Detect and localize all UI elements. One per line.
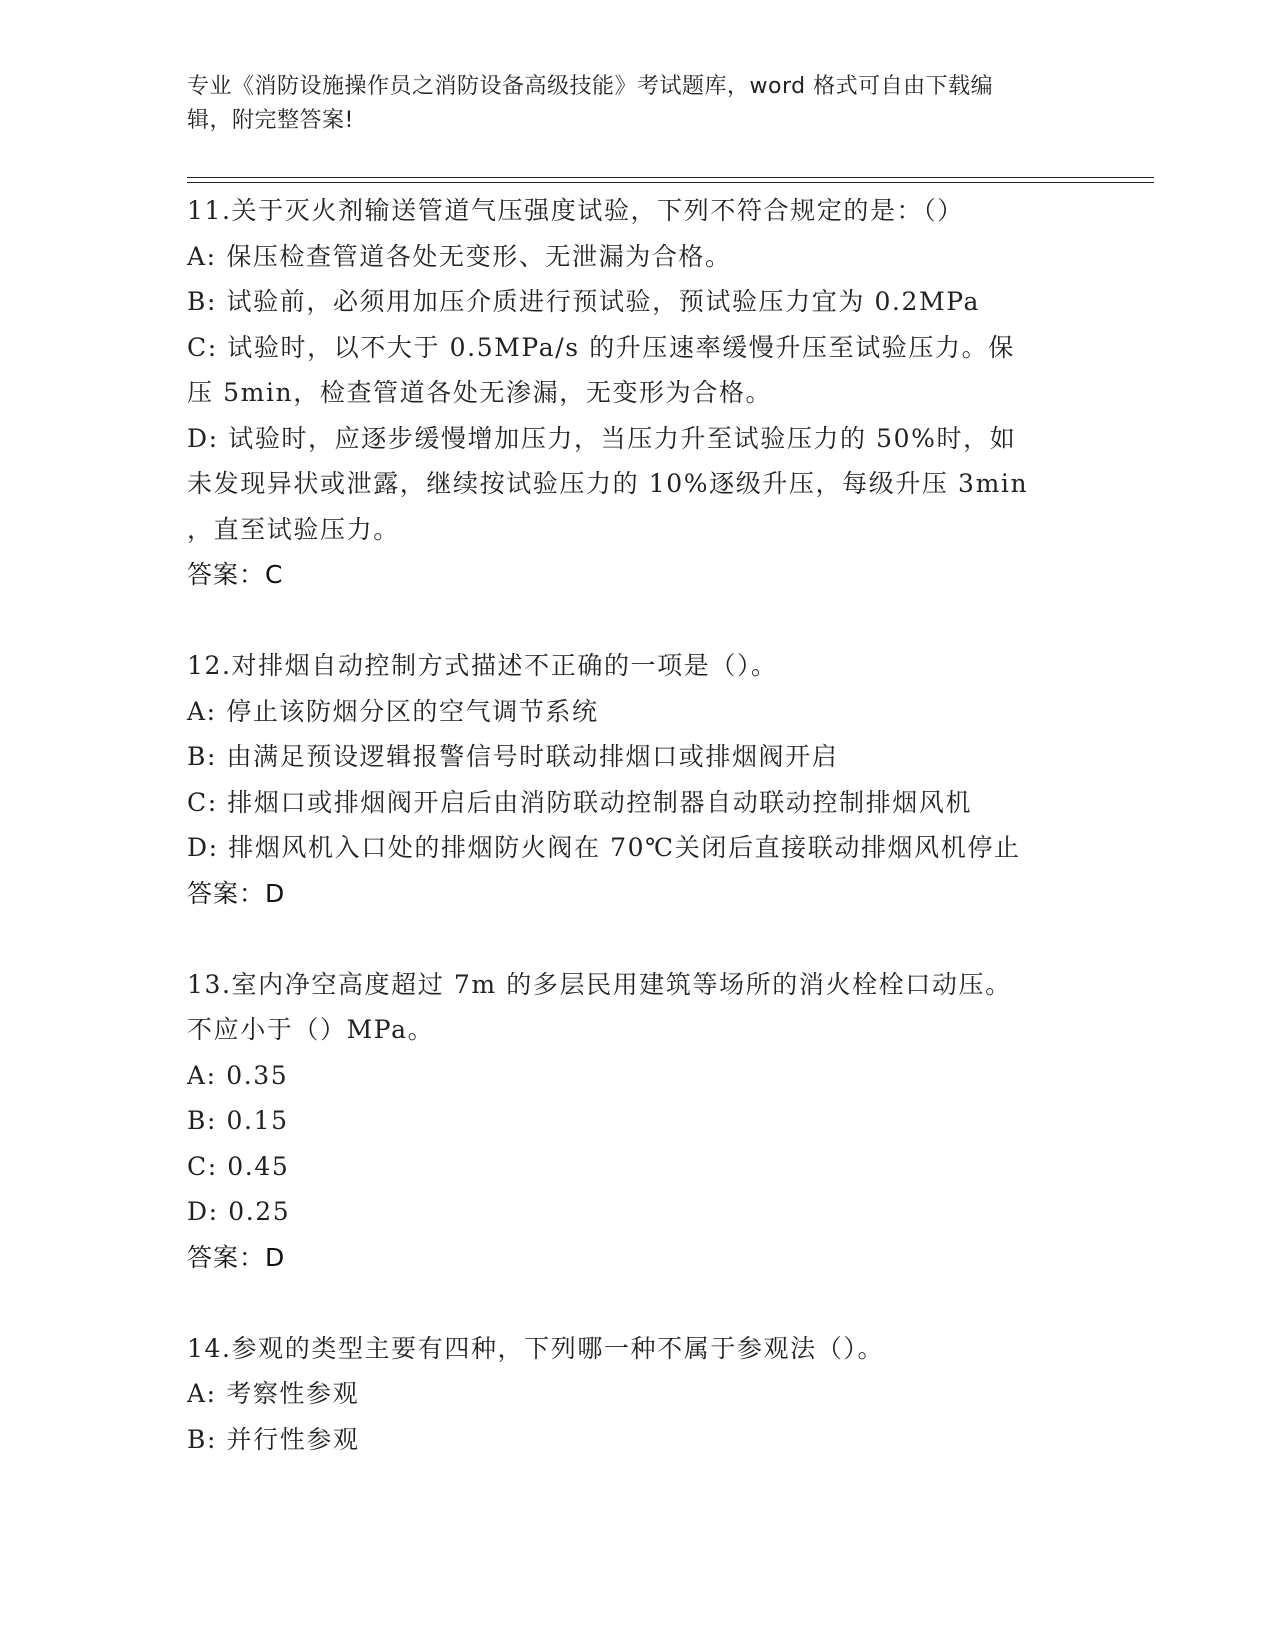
- question-13-option-d: D: 0.25: [187, 1197, 291, 1226]
- header-divider-bottom: [187, 182, 1154, 183]
- question-12-stem: 12.对排烟自动控制方式描述不正确的一项是（）。: [187, 651, 778, 680]
- question-11-option-d-cont: 未发现异状或泄露，继续按试验压力的 10%逐级升压，每级升压 3min: [187, 469, 1029, 498]
- question-13-answer: 答案：D: [187, 1242, 286, 1272]
- question-11-answer: 答案：C: [187, 560, 284, 589]
- question-14-stem: 14.参观的类型主要有四种，下列哪一种不属于参观法（）。: [187, 1333, 885, 1363]
- question-12-option-c: C: 排烟口或排烟阀开启后由消防联动控制器自动联动控制排烟风机: [187, 787, 973, 817]
- header-line-2: 辑，附完整答案!: [187, 108, 354, 133]
- header-divider-top: [187, 177, 1154, 178]
- question-12-option-d: D: 排烟风机入口处的排烟防火阀在 70℃关闭后直接联动排烟风机停止: [187, 833, 1021, 862]
- document-header: [187, 70, 1077, 138]
- question-11-option-c: C: 试验时，以不大于 0.5MPa/s 的升压速率缓慢升压至试验压力。保: [187, 332, 1015, 362]
- question-11-stem: 11.关于灭火剂输送管道气压强度试验，下列不符合规定的是：（）: [187, 196, 964, 225]
- question-spacer: [187, 916, 1087, 962]
- question-11-option-b: B: 试验前，必须用加压介质进行预试验，预试验压力宜为 0.2MPa: [187, 287, 981, 316]
- question-13-option-c: C: 0.45: [187, 1151, 290, 1181]
- question-13-option-a: A: 0.35: [187, 1060, 289, 1090]
- question-12: [187, 643, 1087, 916]
- question-14-option-a: A: 考察性参观: [187, 1379, 360, 1408]
- question-11-option-c-cont: 压 5min，检查管道各处无渗漏，无变形为合格。: [187, 378, 773, 407]
- question-11: [187, 188, 1087, 598]
- question-spacer: [187, 1280, 1087, 1326]
- question-12-option-b: B: 由满足预设逻辑报警信号时联动排烟口或排烟阀开启: [187, 742, 839, 771]
- question-list: [187, 188, 1087, 1462]
- question-13-stem: 13.室内净空高度超过 7m 的多层民用建筑等场所的消火栓栓口动压。: [187, 969, 1012, 999]
- question-11-option-a: A: 保压检查管道各处无变形、无泄漏为合格。: [187, 241, 732, 271]
- header-line-1: 专业《消防设施操作员之消防设备高级技能》考试题库，word 格式可自由下载编: [187, 74, 994, 99]
- question-13: [187, 962, 1087, 1281]
- question-11-option-d-cont2: ，直至试验压力。: [187, 514, 400, 544]
- question-12-answer: 答案：D: [187, 878, 286, 908]
- question-13-option-b: B: 0.15: [187, 1106, 289, 1135]
- question-11-option-d: D: 试验时，应逐步缓慢增加压力，当压力升至试验压力的 50%时，如: [187, 423, 1017, 453]
- question-14: [187, 1326, 1087, 1463]
- question-12-option-a: A: 停止该防烟分区的空气调节系统: [187, 696, 599, 726]
- question-13-stem-cont: 不应小于（）MPa。: [187, 1015, 435, 1044]
- question-spacer: [187, 598, 1087, 644]
- question-14-option-b: B: 并行性参观: [187, 1424, 360, 1454]
